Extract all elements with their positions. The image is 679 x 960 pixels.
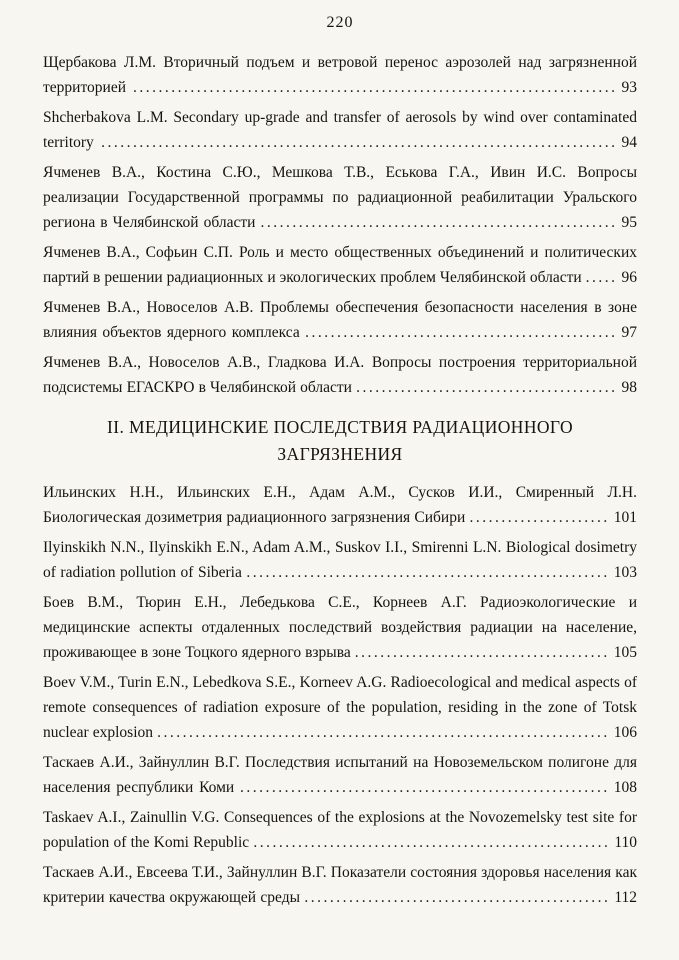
toc-entry [43, 160, 637, 235]
toc-entry [43, 590, 637, 665]
toc-entry-page-number: 105 [613, 644, 638, 661]
dot-leader: ................................................. [305, 324, 618, 341]
toc-list-bottom [43, 480, 637, 910]
toc-entry-page-number: 94 [621, 134, 637, 151]
toc-entry-page-number: 112 [614, 889, 638, 906]
toc-entry [43, 350, 637, 400]
section-heading-line-1: II. МЕДИЦИНСКИЕ ПОСЛЕДСТВИЯ РАДИАЦИОННОГО [106, 417, 574, 437]
page-number: 220 [326, 14, 354, 31]
toc-entry [43, 105, 637, 155]
toc-entry-text: Щербакова Л.М. Вторичный подъем и ветровой перенос аэрозолей над загрязненной территорией [43, 54, 637, 96]
toc-entry-text: Taskaev A.I., Zainullin V.G. Consequences of the explosions at the Novozemelsky test site for population of the Komi Republic [43, 809, 637, 851]
toc-entry-page-number: 103 [613, 564, 637, 581]
toc-entry-text: Ячменев В.А., Новоселов А.В., Гладкова И.А. Вопросы построения территориальной подсистемы ЕГАСКРО в Челябинской области [43, 354, 637, 396]
toc-entry-text: Ilyinskikh N.N., Ilyinskikh E.N., Adam A.M., Suskov I.I., Smirenni L.N. Biological dosimetry of radiation pollution of Siberia [43, 539, 637, 581]
toc-entry [43, 240, 637, 290]
dot-leader: ...................... [469, 509, 610, 526]
toc-list-top [43, 50, 637, 400]
toc-entry [43, 860, 637, 910]
toc-entry-text: Таскаев А.И., Зайнуллин В.Г. Последствия испытаний на Новоземельском полигоне для населения республики Коми [43, 754, 637, 796]
dot-leader: ......................................... [356, 379, 618, 396]
toc-entry-page-number: 108 [613, 779, 637, 796]
dot-leader: ....................................................................... [157, 724, 610, 741]
toc-entry [43, 480, 637, 530]
dot-leader: .......................................................... [240, 779, 610, 796]
dot-leader: ..... [585, 269, 618, 286]
toc-entry-page-number: 98 [621, 379, 637, 396]
toc-entry-page-number: 106 [613, 724, 637, 741]
toc-entry-page-number: 101 [613, 509, 638, 526]
toc-entry-text: Таскаев А.И., Евсеева Т.И., Зайнуллин В.Г. Показатели состояния здоровья населения как критерии качества окружающей среды [43, 864, 637, 906]
toc-entry-text: Ячменев В.А., Софьин С.П. Роль и место общественных объединений и политических партий в решении радиационных и экологических проблем Челябинской области [43, 244, 637, 286]
toc-entry-text: Ячменев В.А., Костина С.Ю., Мешкова Т.В., Еськова Г.А., Ивин И.С. Вопросы реализации Государственной программы по радиационной реабилитации Уральского региона в Челябинской области [43, 164, 637, 231]
toc-entry [43, 670, 637, 745]
dot-leader: ........................................................ [260, 214, 618, 231]
toc-entry [43, 750, 637, 800]
toc-entry [43, 50, 637, 100]
toc-entry [43, 295, 637, 345]
dot-leader: ................................................................................. [101, 134, 618, 151]
toc-entry-text: Boev V.M., Turin E.N., Lebedkova S.E., Korneev A.G. Radioecological and medical aspects of remote consequences of radiation exposure of the population, residing in the zone of Totsk nuclear explosion [43, 674, 637, 741]
toc-entry-page-number: 97 [621, 324, 637, 341]
section-heading-line-2: ЗАГРЯЗНЕНИЯ [277, 444, 403, 464]
dot-leader: ............................................................................ [133, 79, 618, 96]
dot-leader: ................................................ [304, 889, 611, 906]
toc-entry-text: Ячменев В.А., Новоселов А.В. Проблемы обеспечения безопасности населения в зоне влияния объектов ядерного комплекса [43, 299, 637, 341]
dot-leader: ........................................ [354, 644, 610, 661]
toc-entry-page-number: 93 [621, 79, 637, 96]
toc-entry-page-number: 110 [614, 834, 638, 851]
section-heading [43, 414, 637, 468]
dot-leader: ........................................................ [253, 834, 611, 851]
toc-entry-text: Боев В.М., Тюрин Е.Н., Лебедькова С.Е., Корнеев А.Г. Радиоэкологические и медицинские аспекты отдаленных последствий воздействия радиации на население, проживающее в зоне Тоцкого ядерного взрыва [43, 594, 637, 661]
toc-entry-text: Ильинских Н.Н., Ильинских Е.Н., Адам А.М., Сусков И.И., Смиренный Л.Н. Биологическая дозиметрия радиационного загрязнения Сибири [43, 484, 637, 526]
dot-leader: ......................................................... [246, 564, 610, 581]
toc-entry [43, 805, 637, 855]
toc-entry-page-number: 96 [621, 269, 637, 286]
toc-entry-text: Shcherbakova L.M. Secondary up-grade and transfer of aerosols by wind over contaminated territory [43, 109, 637, 151]
toc-entry [43, 535, 637, 585]
toc-entry-page-number: 95 [621, 214, 637, 231]
